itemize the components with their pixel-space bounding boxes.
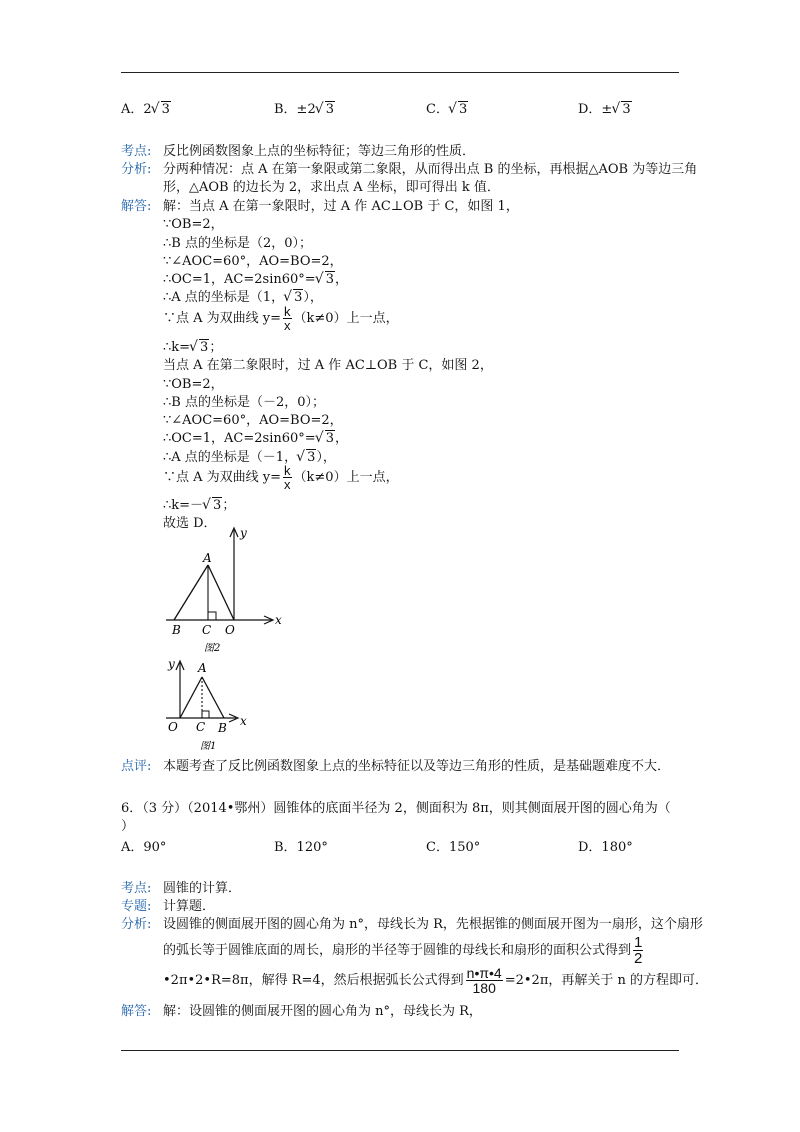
fig1-label-x: x	[240, 714, 247, 728]
q6-fenxi-line1: 设圆锥的侧面展开图的圆心角为 n°，母线长为 R，先根据锥的侧面展开图为一扇形，这个扇形	[163, 917, 703, 932]
q6-stem-line2: ）	[121, 819, 135, 834]
sol-line-15: ∵点 A 为双曲线 y= $\frac{k}{x}$ （k≠0）上一点，	[163, 463, 399, 492]
fraction-k-over-x: $\frac{k}{x}$	[284, 463, 291, 492]
fig1-right-angle	[202, 711, 209, 718]
top-rule	[121, 72, 679, 73]
fig2-label-b: B	[172, 623, 181, 637]
q6-zhuanti-text: 计算题．	[163, 899, 216, 914]
fenxi-line1: 分两种情况：点 A 在第一象限或第二象限，从而得出点 B 的坐标，再根据△AOB 为等边三角	[163, 162, 698, 177]
sqrt-sign: √ 3	[449, 102, 468, 117]
kaodian-label: 考点:	[121, 144, 152, 159]
fig2-label-a: A	[203, 551, 212, 565]
sol-line-14: ∴A 点的坐标是（－1，√ 3），	[163, 446, 336, 465]
sqrt-sign: √ 3	[316, 272, 335, 287]
sol-line-07: ∵点 A 为双曲线 y= $\frac{k}{x}$ （k≠0）上一点，	[163, 304, 399, 333]
sol-line-06: ∴A 点的坐标是（1，√ 3），	[163, 286, 323, 305]
sol-line-13: ∴OC=1，AC=2sin60°=√ 3，	[163, 427, 348, 446]
sqrt-sign: √ 3	[297, 450, 316, 465]
sqrt-sign: √ 3	[190, 340, 209, 355]
sol-line-17: 故选 D．	[163, 516, 217, 531]
sol-line-10: ∵OB=2，	[163, 377, 224, 392]
fig2-label-c: C	[202, 623, 212, 637]
q6-fenxi-line2: 的弧长等于圆锥底面的周长，扇形的半径等于圆锥的母线长和扇形的面积公式得到 $\frac{1}{2}$	[163, 934, 643, 967]
sol-line-01: 解：当点 A 在第一象限时，过 A 作 AC⊥OB 于 C，如图 1，	[163, 199, 519, 214]
sqrt-sign: √ 3	[612, 102, 631, 117]
q6-option-b: B．120°	[274, 840, 328, 855]
sol-line-16: ∴k=－√ 3；	[163, 494, 235, 513]
figure-2	[160, 520, 290, 665]
fraction-arc-length: $\frac{n•\pi•4}{180}$	[466, 965, 502, 996]
figure-1	[160, 655, 260, 755]
fig1-side-ab	[202, 677, 224, 718]
q6-jieda-label: 解答:	[121, 1004, 152, 1019]
q6-stem-line1: 6．（3 分）（2014•鄂州）圆锥体的底面半径为 2，侧面积为 8π，则其侧面展开图的圆心角为（	[121, 801, 671, 816]
fenxi-label: 分析:	[121, 162, 152, 177]
sol-line-04: ∵∠AOC=60°，AO=BO=2，	[163, 254, 343, 269]
sqrt-sign: √ 3	[316, 431, 335, 446]
sol-line-12: ∵∠AOC=60°，AO=BO=2，	[163, 413, 343, 428]
fraction-one-half: $\frac{1}{2}$	[634, 934, 643, 967]
sol-line-02: ∵OB=2，	[163, 217, 224, 232]
q5-option-b: B．±2√ 3	[274, 98, 335, 117]
q6-fenxi-label: 分析:	[121, 917, 152, 932]
sol-line-05: ∴OC=1，AC=2sin60°=√ 3，	[163, 268, 348, 287]
q6-option-c: C．150°	[426, 840, 481, 855]
sqrt-sign: √ 3	[152, 102, 171, 117]
kaodian-text: 反比例函数图象上点的坐标特征；等边三角形的性质．	[163, 144, 476, 159]
sqrt-sign: √ 3	[316, 102, 335, 117]
fig2-side-ab	[174, 565, 208, 620]
sqrt-sign: √ 3	[284, 290, 303, 305]
q5-option-a: A．2√ 3	[121, 98, 171, 117]
dianping-text: 本题考查了反比例函数图象上点的坐标特征以及等边三角形的性质，是基础题难度不大．	[163, 759, 671, 774]
bottom-rule	[121, 1050, 679, 1051]
q6-option-d: D．180°	[578, 840, 633, 855]
q5-option-c: C．√ 3	[426, 98, 468, 117]
jieda-label: 解答:	[121, 199, 152, 214]
q6-jieda-text: 解：设圆锥的侧面展开图的圆心角为 n°，母线长为 R，	[163, 1004, 482, 1019]
q6-zhuanti-label: 专题:	[121, 899, 152, 914]
q6-option-a: A．90°	[121, 840, 167, 855]
dianping-label: 点评:	[121, 759, 152, 774]
fenxi-line2: 形，△AOB 的边长为 2，求出点 A 坐标，即可得出 k 值．	[163, 180, 500, 195]
fig1-label-y: y	[168, 657, 175, 671]
sol-line-11: ∴B 点的坐标是（－2，0）；	[163, 395, 325, 410]
q5-option-d: D．±√ 3	[578, 98, 632, 117]
fig1-label-b: B	[218, 721, 227, 735]
fig2-label-x: x	[275, 613, 282, 627]
sol-line-03: ∴B 点的坐标是（2，0）；	[163, 236, 312, 251]
fig1-side-ao	[180, 677, 202, 718]
q6-fenxi-line3: •2π•2•R=8π，解得 R=4，然后根据弧长公式得到 $\frac{n•\pi•4}{180}$ =2•2π，再解关于 n 的方程即可．	[163, 965, 709, 996]
fig1-label-c: C	[196, 720, 206, 734]
q6-kaodian-label: 考点:	[121, 881, 152, 896]
fig2-right-angle	[208, 612, 216, 620]
fig2-label-y: y	[240, 526, 247, 540]
fig1-caption: 图1	[200, 741, 217, 752]
fig2-label-o: O	[225, 623, 235, 637]
fraction-k-over-x: $\frac{k}{x}$	[284, 304, 291, 333]
q6-kaodian-text: 圆锥的计算．	[163, 881, 242, 896]
fig1-label-o: O	[168, 720, 178, 734]
fig2-caption: 图2	[204, 643, 221, 654]
sqrt-sign: √ 3	[203, 498, 222, 513]
sol-line-09: 当点 A 在第二象限时，过 A 作 AC⊥OB 于 C，如图 2，	[163, 358, 493, 373]
sol-line-08: ∴k=√ 3；	[163, 336, 222, 355]
fig1-label-a: A	[198, 661, 207, 675]
